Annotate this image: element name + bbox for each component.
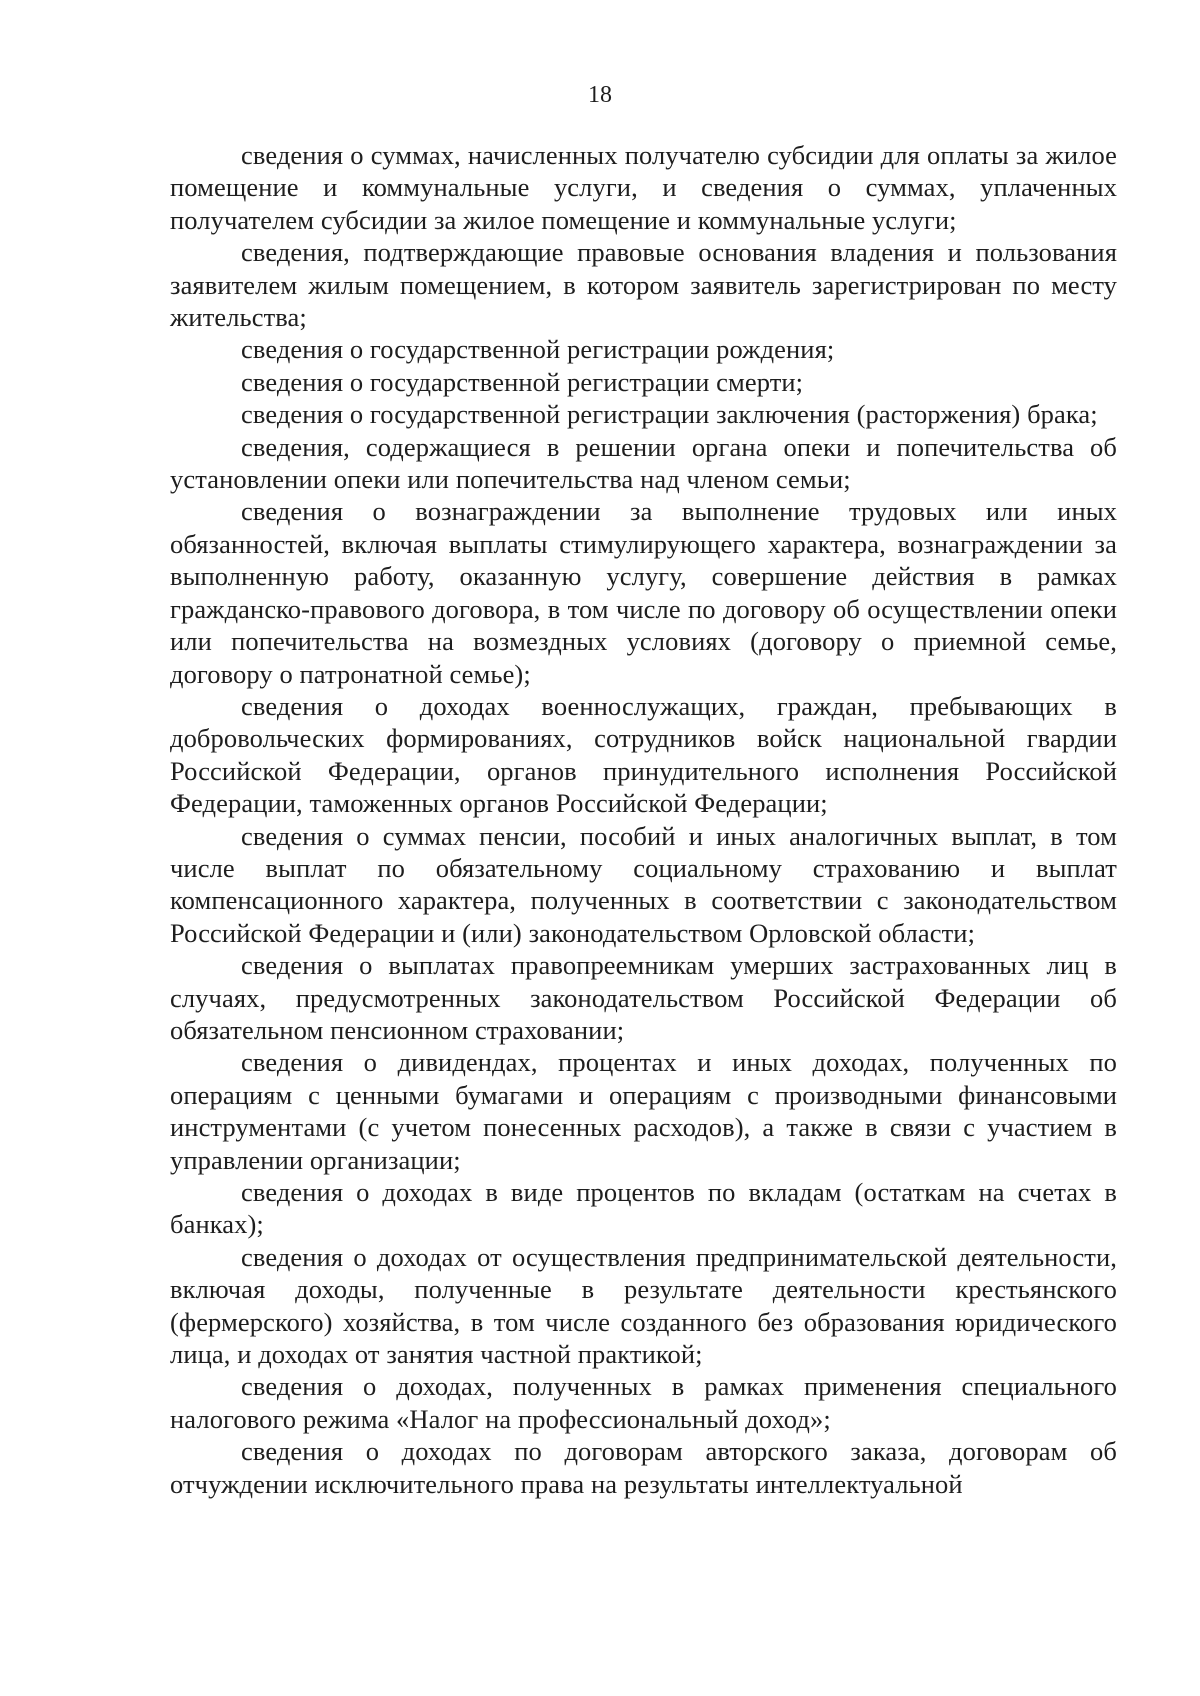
paragraph-pensions-benefits: сведения о суммах пенсии, пособий и иных аналогичных выплат, в том числе выплат по обязательному социальному страхованию и выплат компенсационного характера, полученных в соответствии с законодательством Российской Федерации и (или) законодательством Орловской области; bbox=[170, 820, 1117, 948]
paragraph-dividends: сведения о дивидендах, процентах и иных доходах, полученных по операциям с ценными бумагами и операциям с производными финансовыми инструментами (с учетом понесенных расходов), а также в связи с участием в управлении организации; bbox=[170, 1047, 1117, 1175]
paragraph-guardianship: сведения, содержащиеся в решении органа опеки и попечительства об установлении опеки или попечительства над членом семьи; bbox=[170, 431, 1117, 495]
document-body bbox=[170, 139, 1117, 1500]
paragraph-professional-income-tax: сведения о доходах, полученных в рамках применения специального налогового режима «Налог на профессиональный доход»; bbox=[170, 1371, 1117, 1434]
paragraph-housing-rights: сведения, подтверждающие правовые основания владения и пользования заявителем жилым помещением, в котором заявитель зарегистрирован по месту жительства; bbox=[170, 237, 1117, 333]
paragraph-labor-remuneration: сведения о вознаграждении за выполнение трудовых или иных обязанностей, включая выплаты стимулирующего характера, вознаграждении за выполненную работу, оказанную услугу, совершение действия в рамках гражданско-правового договора, в том числе по договору об осуществлении опеки или попечительства на возмездных условиях (договору о приемной семье, договору о патронатной семье); bbox=[170, 496, 1117, 689]
paragraph-author-contracts: сведения о доходах по договорам авторского заказа, договорам об отчуждении исключительного права на результаты интеллектуальной bbox=[170, 1436, 1117, 1499]
paragraph-deposit-interest: сведения о доходах в виде процентов по вкладам (остаткам на счетах в банках); bbox=[170, 1177, 1117, 1240]
page-number: 18 bbox=[588, 82, 612, 108]
paragraph-marriage-registration: сведения о государственной регистрации заключения (расторжения) брака; bbox=[241, 399, 1098, 430]
paragraph-entrepreneurship: сведения о доходах от осуществления предпринимательской деятельности, включая доходы, полученные в результате деятельности крестьянского (фермерского) хозяйства, в том числе созданного без образования юридического лица, и доходах от занятия частной практикой; bbox=[170, 1241, 1117, 1370]
paragraph-birth-registration: сведения о государственной регистрации рождения; bbox=[241, 334, 835, 365]
paragraph-military-income: сведения о доходах военнослужащих, граждан, пребывающих в добровольческих формированиях, сотрудников войск национальной гвардии Российской Федерации, органов принудительного исполнения Российской Федерации, таможенных органов Российской Федерации; bbox=[170, 690, 1117, 819]
paragraph-death-registration: сведения о государственной регистрации смерти; bbox=[241, 366, 804, 397]
paragraph-successor-payments: сведения о выплатах правопреемникам умерших застрахованных лиц в случаях, предусмотренных законодательством Российской Федерации об обязательном пенсионном страховании; bbox=[170, 950, 1117, 1045]
paragraph-subsidy-amounts: сведения о суммах, начисленных получателю субсидии для оплаты за жилое помещение и коммунальные услуги, и сведения о суммах, уплаченных получателем субсидии за жилое помещение и коммунальные услуги; bbox=[170, 140, 1117, 235]
